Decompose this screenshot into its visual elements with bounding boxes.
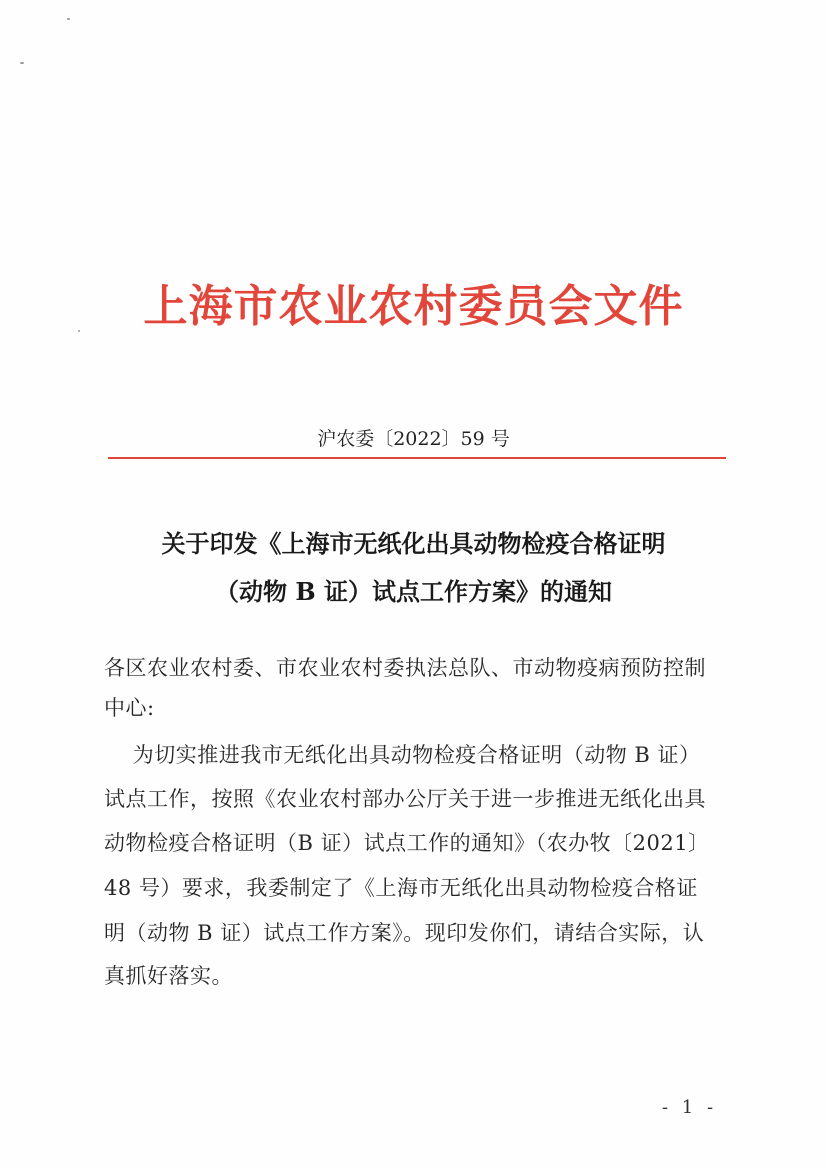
body-line: 明（动物 B 证）试点工作方案》。现印发你们，请结合实际，认 — [104, 921, 705, 945]
body-line: 试点工作，按照《农业农村部办公厅关于进一步推进无纸化出具 — [104, 787, 706, 811]
notice-title-line-1: 关于印发《上海市无纸化出具动物检疫合格证明 — [161, 529, 666, 558]
red-divider-line — [108, 457, 726, 459]
body-line: 真抓好落实。 — [104, 964, 233, 988]
document-number: 沪农委〔2022〕59 号 — [317, 428, 510, 450]
scan-speck — [67, 18, 70, 20]
notice-title-line-2: （动物 B 证）试点工作方案》的通知 — [215, 577, 612, 606]
body-line: 各区农业农村委、市农业农村委执法总队、市动物疫病预防控制 — [104, 656, 706, 680]
scan-speck — [20, 62, 24, 64]
body-line: 为切实推进我市无纸化出具动物检疫合格证明（动物 B 证） — [104, 743, 701, 767]
page-number: - 1 - — [662, 1097, 718, 1118]
issuing-organization-title: 上海市农业农村委员会文件 — [143, 281, 684, 332]
body-line: 动物检疫合格证明（B 证）试点工作的通知》（农办牧〔2021〕 — [104, 831, 710, 855]
body-line: 48 号）要求，我委制定了《上海市无纸化出具动物检疫合格证 — [104, 876, 698, 900]
body-line: 中心: — [104, 696, 155, 720]
